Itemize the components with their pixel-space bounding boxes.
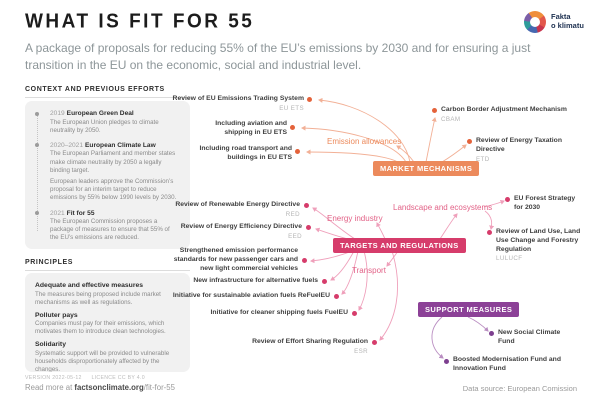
leaf-car-standards — [163, 247, 298, 273]
leaf-title: Review of Land Use, Land Use Change and Forestry Regulation — [496, 228, 581, 253]
site-link-path[interactable]: /fit-for-55 — [143, 383, 175, 392]
leaf-social-climate-fund — [498, 329, 570, 347]
page-subtitle: A package of proposals for reducing 55% of the EU’s emissions by 2030 and for ensuring a just transition in the EU on the economic, social and industrial level. — [25, 41, 531, 73]
leaf-dot — [505, 197, 510, 202]
leaf-title: New infrastructure for alternative fuels — [193, 277, 318, 284]
principle-title: Solidarity — [35, 341, 66, 349]
timeline-year: 2019 — [50, 110, 65, 117]
leaf-title: Review of Energy Efficiency Directive — [180, 223, 302, 230]
leaf-road-buildings — [197, 145, 292, 163]
timeline-text: The European Commission proposes a package of measures to ensure that 55% of the EU’s emissions are reduced. — [50, 218, 170, 242]
leaf-abbr: CBAM — [441, 115, 461, 123]
leaf-abbr: EED — [288, 232, 302, 240]
leaf-title: Initiative for cleaner shipping fuels FuelEU — [210, 309, 348, 316]
logo-text — [551, 13, 584, 30]
leaf-title: EU Forest Strategy for 2030 — [514, 195, 576, 211]
timeline-title: European Green Deal — [66, 110, 134, 117]
timeline-text: The European Parliament and member states make climate neutrality by 2050 a legally binding target. — [50, 150, 176, 174]
node-support-measures: SUPPORT MEASURES — [418, 302, 519, 317]
site-link[interactable]: factsonclimate.org — [74, 383, 144, 392]
principle-text: Systematic support will be provided to vulnerable households disproportionately affected by the changes. — [35, 349, 170, 372]
leaf-esr — [252, 338, 368, 356]
leaf-title: Review of Renewable Energy Directive — [175, 201, 300, 208]
data-source: Data source: European Comission — [462, 384, 577, 393]
leaf-aviation-shipping — [195, 120, 287, 138]
logo-line2: o klimatu — [551, 21, 584, 30]
leaf-dot — [295, 149, 300, 154]
leaf-abbr: EU ETS — [279, 104, 304, 112]
leaf-title: Including road transport and buildings in EU ETS — [199, 145, 292, 161]
leaf-lulucf — [496, 228, 588, 264]
leaf-fueleu — [211, 309, 348, 318]
leaf-abbr: RED — [285, 210, 300, 218]
branch-emission-allowances: Emission allowances — [327, 137, 402, 146]
context-heading: CONTEXT AND PREVIOUS EFFORTS — [25, 86, 190, 98]
logo-donut-icon — [524, 11, 546, 33]
licence-label: LICENCE CC BY 4.0 — [91, 375, 145, 381]
leaf-dot — [306, 225, 311, 230]
leaf-dot — [302, 258, 307, 263]
leaf-abbr: LULUCF — [496, 255, 523, 263]
leaf-refueleu — [173, 292, 330, 301]
logo-line1: Fakta — [551, 12, 571, 22]
leaf-title: Including aviation and shipping in EU ETS — [215, 120, 287, 136]
leaf-eed — [181, 223, 302, 241]
leaf-dot — [322, 279, 327, 284]
version-licence — [25, 375, 153, 381]
branch-transport: Transport — [352, 266, 386, 275]
leaf-modernisation-fund — [453, 356, 578, 374]
timeline-year: 2020–2021 — [50, 141, 84, 149]
version-label: VERSION 2022-05-12 — [25, 375, 82, 381]
leaf-eu-ets — [173, 95, 304, 113]
page-title: WHAT IS FIT FOR 55 — [25, 10, 255, 33]
timeline-item-2021 — [35, 210, 180, 243]
branch-landscape-ecosystems: Landscape and ecosystems — [393, 203, 493, 212]
context-card — [25, 101, 190, 249]
leaf-abbr: ETD — [476, 155, 490, 163]
leaf-dot — [290, 125, 295, 130]
leaf-title: Strengthened emission performance standards for new passenger cars and new light commercial vehicles — [173, 247, 298, 272]
leaf-dot — [372, 340, 377, 345]
timeline-text: The European Union pledges to climate neutrality by 2050. — [50, 118, 159, 134]
leaf-dot — [432, 108, 437, 113]
principle-solidarity — [35, 341, 180, 372]
timeline-year: 2021 — [50, 209, 65, 217]
principle-text: The measures being proposed include market mechanisms as well as regulations. — [35, 290, 161, 306]
leaf-title: Review of Effort Sharing Regulation — [252, 338, 368, 345]
principles-heading: PRINCIPLES — [25, 259, 190, 271]
timeline-item-2020-2021 — [35, 142, 180, 203]
principle-title: Adequate and effective measures — [35, 282, 144, 289]
principle-text: Companies must pay for their emissions, which motivates them to introduce clean technologies. — [35, 320, 166, 336]
timeline-title: Fit for 55 — [66, 209, 95, 217]
node-market-mechanisms: MARKET MECHANISMS — [373, 161, 479, 176]
leaf-title: Initiative for sustainable aviation fuels ReFuelEU — [172, 292, 330, 299]
timeline — [35, 110, 180, 243]
principle-adequate-measures — [35, 282, 180, 307]
leaf-title: Carbon Border Adjustment Mechanism — [441, 106, 567, 113]
leaf-dot — [489, 331, 494, 336]
leaf-dot — [467, 139, 472, 144]
leaf-abbr: ESR — [354, 347, 368, 355]
principles-card — [25, 273, 190, 372]
leaf-red — [175, 201, 300, 219]
principle-polluter-pays — [35, 312, 180, 337]
read-more — [25, 383, 175, 392]
principle-title: Polluter pays — [35, 311, 78, 319]
timeline-text: European leaders approve the Commission’s proposal for an interim target to reduce emissions by 55% below 1990 levels by 2030. — [50, 177, 177, 202]
fakta-o-klimatu-logo — [524, 11, 584, 33]
leaf-title: Review of Energy Taxation Directive — [476, 137, 562, 153]
node-targets-regulations: TARGETS AND REGULATIONS — [333, 238, 466, 253]
leaf-alternative-fuels — [193, 277, 318, 286]
leaf-title: New Social Climate Fund — [498, 329, 561, 345]
leaf-dot — [487, 230, 492, 235]
leaf-etd — [476, 137, 564, 164]
leaf-title: Review of EU Emissions Trading System — [172, 95, 304, 102]
leaf-title: Boosted Modernisation Fund and Innovation Fund — [453, 356, 561, 372]
leaf-dot — [352, 311, 357, 316]
leaf-forest-strategy — [514, 195, 584, 213]
leaf-dot — [334, 294, 339, 299]
branch-energy-industry: Energy industry — [327, 214, 383, 223]
timeline-item-2019 — [35, 110, 180, 135]
leaf-dot — [444, 359, 449, 364]
timeline-title: European Climate Law — [85, 141, 156, 149]
leaf-cbam — [441, 106, 567, 124]
leaf-dot — [304, 203, 309, 208]
read-more-prefix: Read more at — [25, 383, 75, 392]
leaf-dot — [307, 97, 312, 102]
